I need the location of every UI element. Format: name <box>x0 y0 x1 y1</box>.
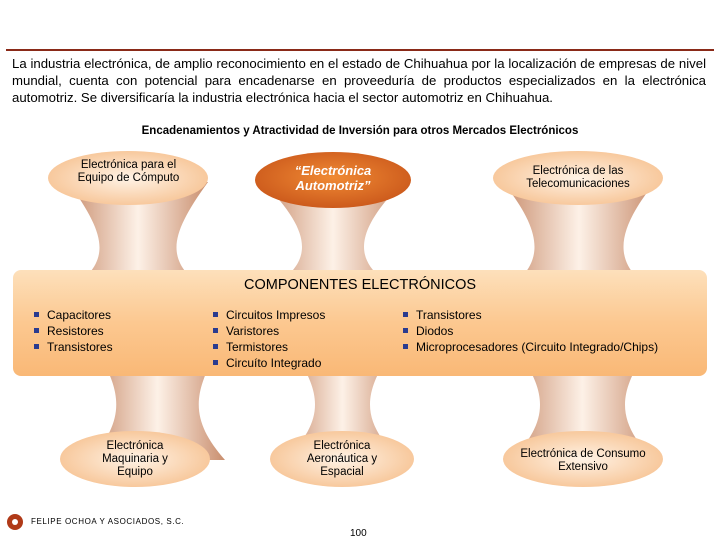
band-title: COMPONENTES ELECTRÓNICOS <box>243 277 477 293</box>
component-item: Varistores <box>210 323 325 339</box>
component-item: Circuíto Integrado <box>210 355 325 371</box>
node-automotriz: “Electrónica Automotriz” <box>294 163 372 193</box>
node-telecomunicaciones: Electrónica de las Telecomunicaciones <box>526 165 630 190</box>
node-maquinaria: Electrónica Maquinaria y Equipo <box>102 440 168 478</box>
intro-paragraph: La industria electrónica, de amplio reconocimiento en el estado de Chihuahua por la localización de empresas de nivel mundial, cuenta con potencial para encadenarse en proveeduría de productos especializados en la electrónica automotriz. Se diversificaría la industria electrónica hacia el sector automotriz en Chihuahua. <box>12 56 706 105</box>
components-list-2 <box>210 307 325 371</box>
footer-company: FELIPE OCHOA Y ASOCIADOS, S.C. <box>31 517 185 526</box>
node-consumo: Electrónica de Consumo Extensivo <box>520 448 646 473</box>
page-number: 100 <box>350 528 367 539</box>
component-item: Transistores <box>31 339 113 355</box>
component-item: Microprocesadores (Circuito Integrado/Chips) <box>400 339 658 355</box>
components-list-3 <box>400 307 658 355</box>
component-item: Resistores <box>31 323 113 339</box>
company-logo-icon <box>7 514 23 530</box>
node-computo: Electrónica para el Equipo de Cómputo <box>77 159 180 184</box>
component-item: Diodos <box>400 323 658 339</box>
diagram-subtitle: Encadenamientos y Atractividad de Inversión para otros Mercados Electrónicos <box>141 125 579 137</box>
component-item: Capacitores <box>31 307 113 323</box>
node-aeronautica: Electrónica Aeronáutica y Espacial <box>306 440 378 478</box>
component-item: Termistores <box>210 339 325 355</box>
component-item: Circuitos Impresos <box>210 307 325 323</box>
components-list-1 <box>31 307 113 355</box>
component-item: Transistores <box>400 307 658 323</box>
